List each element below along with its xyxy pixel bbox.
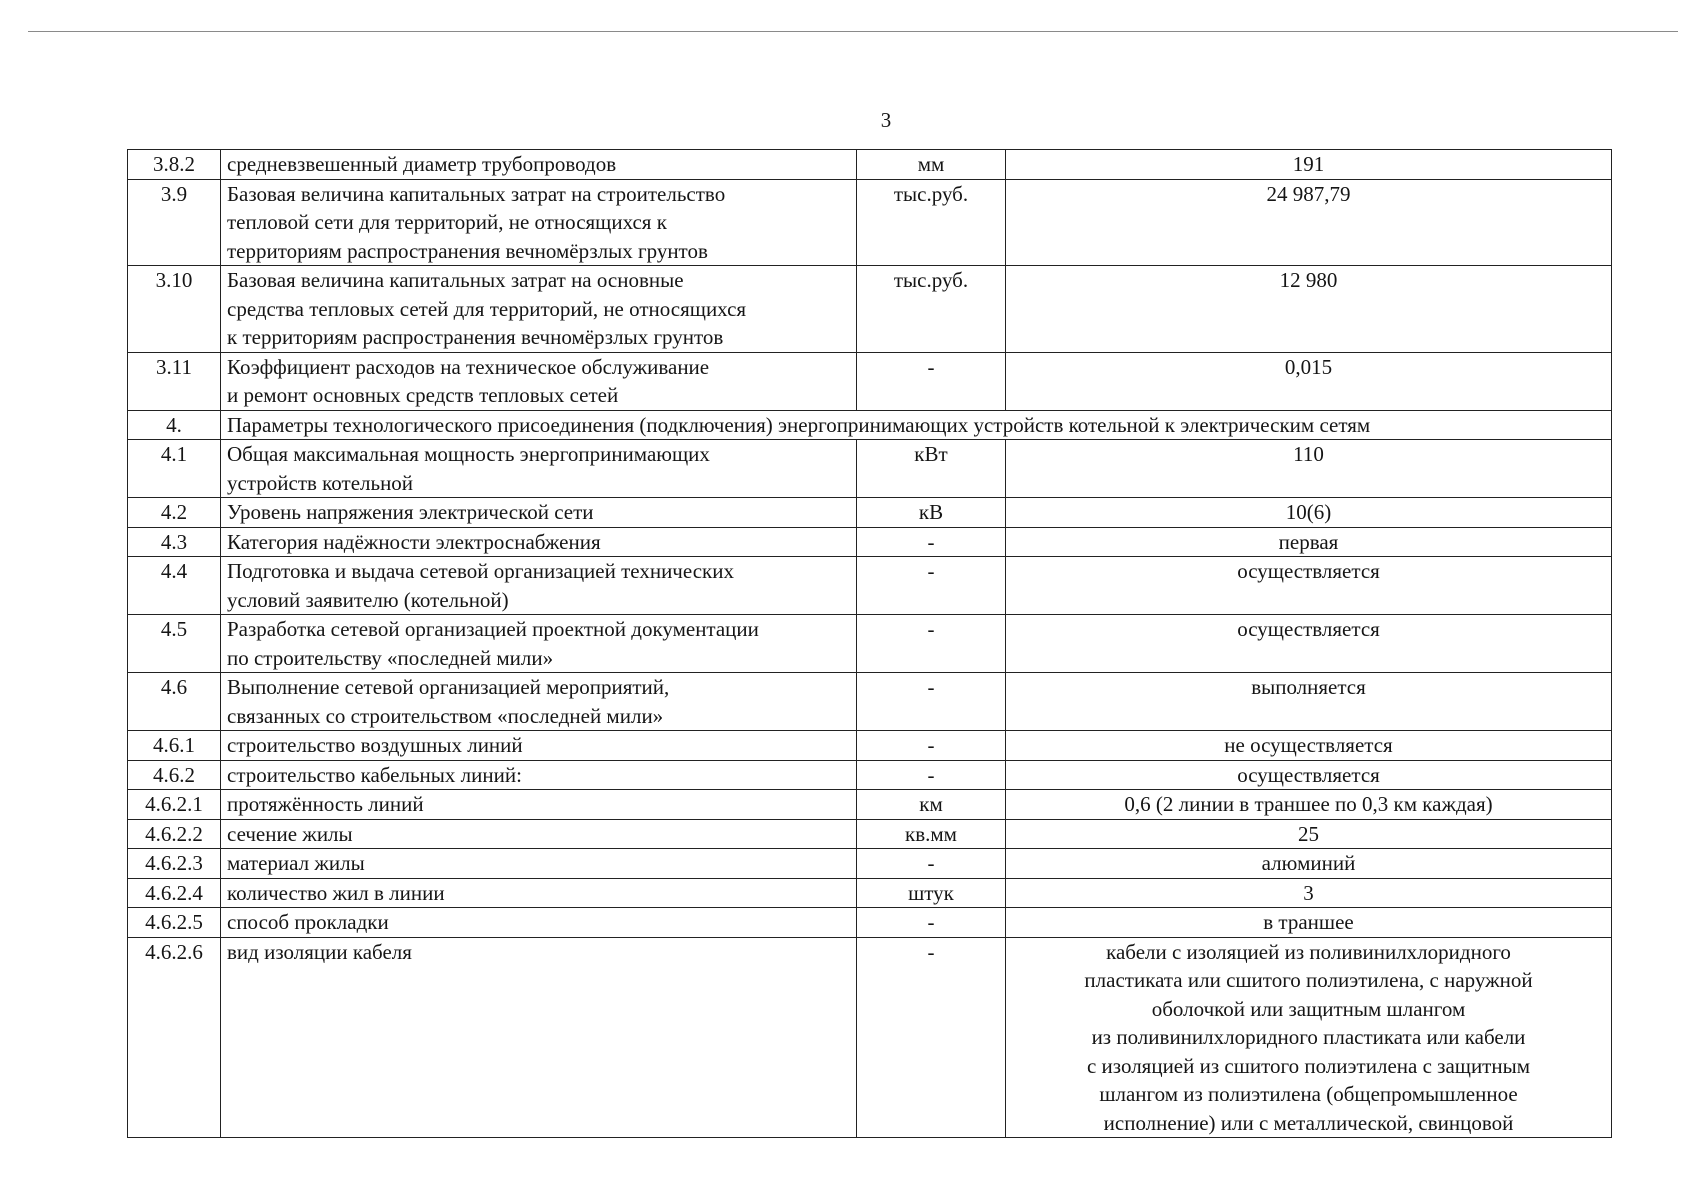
row-value bbox=[1006, 790, 1612, 820]
value-line: 0,015 bbox=[1284, 354, 1333, 379]
value-line: шлангом из полиэтилена (общепромышленное bbox=[1099, 1082, 1518, 1106]
scan-edge-line bbox=[28, 31, 1678, 32]
row-description bbox=[221, 150, 857, 180]
row-description bbox=[221, 352, 857, 410]
description-line: и ремонт основных средств тепловых сетей bbox=[227, 383, 619, 407]
section-heading: Параметры технологического присоединения (подключения) энергопринимающих устройств котельной к электрическим сетям bbox=[221, 410, 1612, 440]
row-description bbox=[221, 849, 857, 879]
row-description bbox=[221, 557, 857, 615]
table-row bbox=[128, 266, 1612, 353]
table-row bbox=[128, 150, 1612, 180]
row-description bbox=[221, 731, 857, 761]
parameters-table-body bbox=[128, 150, 1612, 1138]
row-value bbox=[1006, 527, 1612, 557]
value-line: оболочкой или защитным шлангом bbox=[1151, 996, 1466, 1021]
row-number: 4.6 bbox=[128, 673, 221, 731]
row-unit: - bbox=[857, 557, 1006, 615]
description-line: Базовая величина капитальных затрат на основные bbox=[227, 268, 684, 292]
row-value bbox=[1006, 179, 1612, 266]
row-value bbox=[1006, 615, 1612, 673]
table-row bbox=[128, 352, 1612, 410]
description-line: Коэффициент расходов на техническое обслуживание bbox=[227, 354, 710, 379]
row-value bbox=[1006, 908, 1612, 938]
table-row bbox=[128, 849, 1612, 879]
value-line: 10(6) bbox=[1285, 500, 1332, 524]
row-description bbox=[221, 527, 857, 557]
row-value bbox=[1006, 498, 1612, 528]
row-unit: - bbox=[857, 352, 1006, 410]
value-line: 191 bbox=[1292, 152, 1325, 176]
row-value bbox=[1006, 878, 1612, 908]
value-line: из поливинилхлоридного пластиката или кабели bbox=[1091, 1025, 1526, 1049]
row-value bbox=[1006, 819, 1612, 849]
description-line: Уровень напряжения электрической сети bbox=[227, 500, 594, 524]
value-line: осуществляется bbox=[1237, 762, 1380, 787]
table-row bbox=[128, 937, 1612, 1138]
row-value bbox=[1006, 150, 1612, 180]
value-line: 110 bbox=[1293, 442, 1324, 466]
row-value bbox=[1006, 352, 1612, 410]
description-line: протяжённость линий bbox=[227, 792, 424, 816]
description-line: к территориям распространения вечномёрзлых грунтов bbox=[227, 325, 724, 349]
table-row bbox=[128, 760, 1612, 790]
row-number: 4. bbox=[128, 410, 221, 440]
value-line: 0,6 (2 линии в траншее по 0,3 км каждая) bbox=[1124, 792, 1493, 816]
description-line: сечение жилы bbox=[227, 821, 353, 846]
description-line: средневзвешенный диаметр трубопроводов bbox=[227, 152, 617, 176]
parameters-table bbox=[127, 149, 1612, 1138]
row-description bbox=[221, 937, 857, 1138]
description-line: Разработка сетевой организацией проектной документации bbox=[227, 617, 759, 641]
description-line: средства тепловых сетей для территорий, не относящихся bbox=[227, 296, 747, 321]
description-line: по строительству «последней мили» bbox=[227, 645, 554, 670]
row-description bbox=[221, 615, 857, 673]
row-number: 4.1 bbox=[128, 440, 221, 498]
table-row bbox=[128, 527, 1612, 557]
row-value bbox=[1006, 731, 1612, 761]
value-line: с изоляцией из сшитого полиэтилена с защитным bbox=[1086, 1053, 1530, 1078]
row-number: 4.4 bbox=[128, 557, 221, 615]
row-unit: - bbox=[857, 527, 1006, 557]
row-number: 3.10 bbox=[128, 266, 221, 353]
row-number: 4.6.2 bbox=[128, 760, 221, 790]
value-line: пластиката или сшитого полиэтилена, с наружной bbox=[1084, 968, 1533, 992]
row-unit: тыс.руб. bbox=[857, 266, 1006, 353]
value-line: кабели с изоляцией из поливинилхлоридного bbox=[1106, 939, 1511, 964]
value-line: в траншее bbox=[1263, 910, 1354, 934]
row-number: 4.2 bbox=[128, 498, 221, 528]
table-row bbox=[128, 615, 1612, 673]
row-number: 3.9 bbox=[128, 179, 221, 266]
row-number: 4.6.1 bbox=[128, 731, 221, 761]
value-line: алюминий bbox=[1261, 851, 1356, 875]
table-row bbox=[128, 440, 1612, 498]
row-number: 4.6.2.4 bbox=[128, 878, 221, 908]
description-line: Общая максимальная мощность энергопринимающих bbox=[227, 442, 710, 466]
description-line: строительство кабельных линий: bbox=[227, 762, 522, 787]
value-line: 24 987,79 bbox=[1266, 181, 1351, 206]
description-line: вид изоляции кабеля bbox=[227, 939, 412, 964]
row-number: 4.6.2.6 bbox=[128, 937, 221, 1138]
description-line: количество жил в линии bbox=[227, 880, 445, 905]
row-description bbox=[221, 760, 857, 790]
row-description bbox=[221, 266, 857, 353]
row-value bbox=[1006, 557, 1612, 615]
row-unit: мм bbox=[857, 150, 1006, 180]
value-line: исполнение) или с металлической, свинцовой bbox=[1103, 1110, 1514, 1135]
description-line: Подготовка и выдача сетевой организацией технических bbox=[227, 559, 734, 583]
table-row bbox=[128, 498, 1612, 528]
value-line: 3 bbox=[1303, 880, 1314, 905]
table-row bbox=[128, 673, 1612, 731]
row-description bbox=[221, 819, 857, 849]
value-line: не осуществляется bbox=[1224, 733, 1393, 757]
row-unit: кВт bbox=[857, 440, 1006, 498]
row-description bbox=[221, 498, 857, 528]
row-unit: - bbox=[857, 760, 1006, 790]
row-value bbox=[1006, 760, 1612, 790]
row-unit: - bbox=[857, 673, 1006, 731]
row-number: 3.8.2 bbox=[128, 150, 221, 180]
row-unit: штук bbox=[857, 878, 1006, 908]
row-value bbox=[1006, 266, 1612, 353]
row-number: 4.5 bbox=[128, 615, 221, 673]
row-unit: тыс.руб. bbox=[857, 179, 1006, 266]
table-row bbox=[128, 878, 1612, 908]
description-line: устройств котельной bbox=[227, 470, 414, 495]
value-line: 25 bbox=[1298, 821, 1319, 846]
table-row bbox=[128, 410, 1612, 440]
row-unit: - bbox=[857, 937, 1006, 1138]
table-row bbox=[128, 908, 1612, 938]
page-number: 3 bbox=[880, 108, 892, 132]
row-description bbox=[221, 673, 857, 731]
description-line: материал жилы bbox=[227, 851, 365, 875]
row-number: 4.3 bbox=[128, 527, 221, 557]
description-line: территориям распространения вечномёрзлых грунтов bbox=[227, 238, 708, 263]
description-line: Базовая величина капитальных затрат на строительство bbox=[227, 181, 726, 206]
value-line: первая bbox=[1278, 529, 1339, 554]
value-line: осуществляется bbox=[1237, 559, 1380, 583]
table-row bbox=[128, 731, 1612, 761]
description-line: связанных со строительством «последней мили» bbox=[227, 703, 664, 728]
row-number: 4.6.2.5 bbox=[128, 908, 221, 938]
description-line: условий заявителю (котельной) bbox=[227, 587, 509, 612]
row-value bbox=[1006, 673, 1612, 731]
row-number: 3.11 bbox=[128, 352, 221, 410]
description-line: Категория надёжности электроснабжения bbox=[227, 529, 601, 554]
description-line: способ прокладки bbox=[227, 910, 389, 934]
table-row bbox=[128, 790, 1612, 820]
table-row bbox=[128, 819, 1612, 849]
value-line: выполняется bbox=[1251, 675, 1366, 699]
row-unit: - bbox=[857, 731, 1006, 761]
row-value bbox=[1006, 937, 1612, 1138]
table-row bbox=[128, 179, 1612, 266]
row-number: 4.6.2.1 bbox=[128, 790, 221, 820]
description-line: строительство воздушных линий bbox=[227, 733, 523, 757]
row-description bbox=[221, 908, 857, 938]
row-value bbox=[1006, 849, 1612, 879]
description-line: тепловой сети для территорий, не относящихся к bbox=[227, 210, 667, 234]
value-line: 12 980 bbox=[1279, 268, 1338, 292]
row-number: 4.6.2.2 bbox=[128, 819, 221, 849]
row-number: 4.6.2.3 bbox=[128, 849, 221, 879]
row-description bbox=[221, 440, 857, 498]
row-description bbox=[221, 179, 857, 266]
description-line: Выполнение сетевой организацией мероприятий, bbox=[227, 675, 670, 699]
row-description bbox=[221, 878, 857, 908]
value-line: осуществляется bbox=[1237, 617, 1380, 641]
row-unit: - bbox=[857, 615, 1006, 673]
row-description bbox=[221, 790, 857, 820]
table-row bbox=[128, 557, 1612, 615]
row-value bbox=[1006, 440, 1612, 498]
row-unit: кв.мм bbox=[857, 819, 1006, 849]
row-unit: кВ bbox=[857, 498, 1006, 528]
row-unit: - bbox=[857, 849, 1006, 879]
row-unit: - bbox=[857, 908, 1006, 938]
row-unit: км bbox=[857, 790, 1006, 820]
